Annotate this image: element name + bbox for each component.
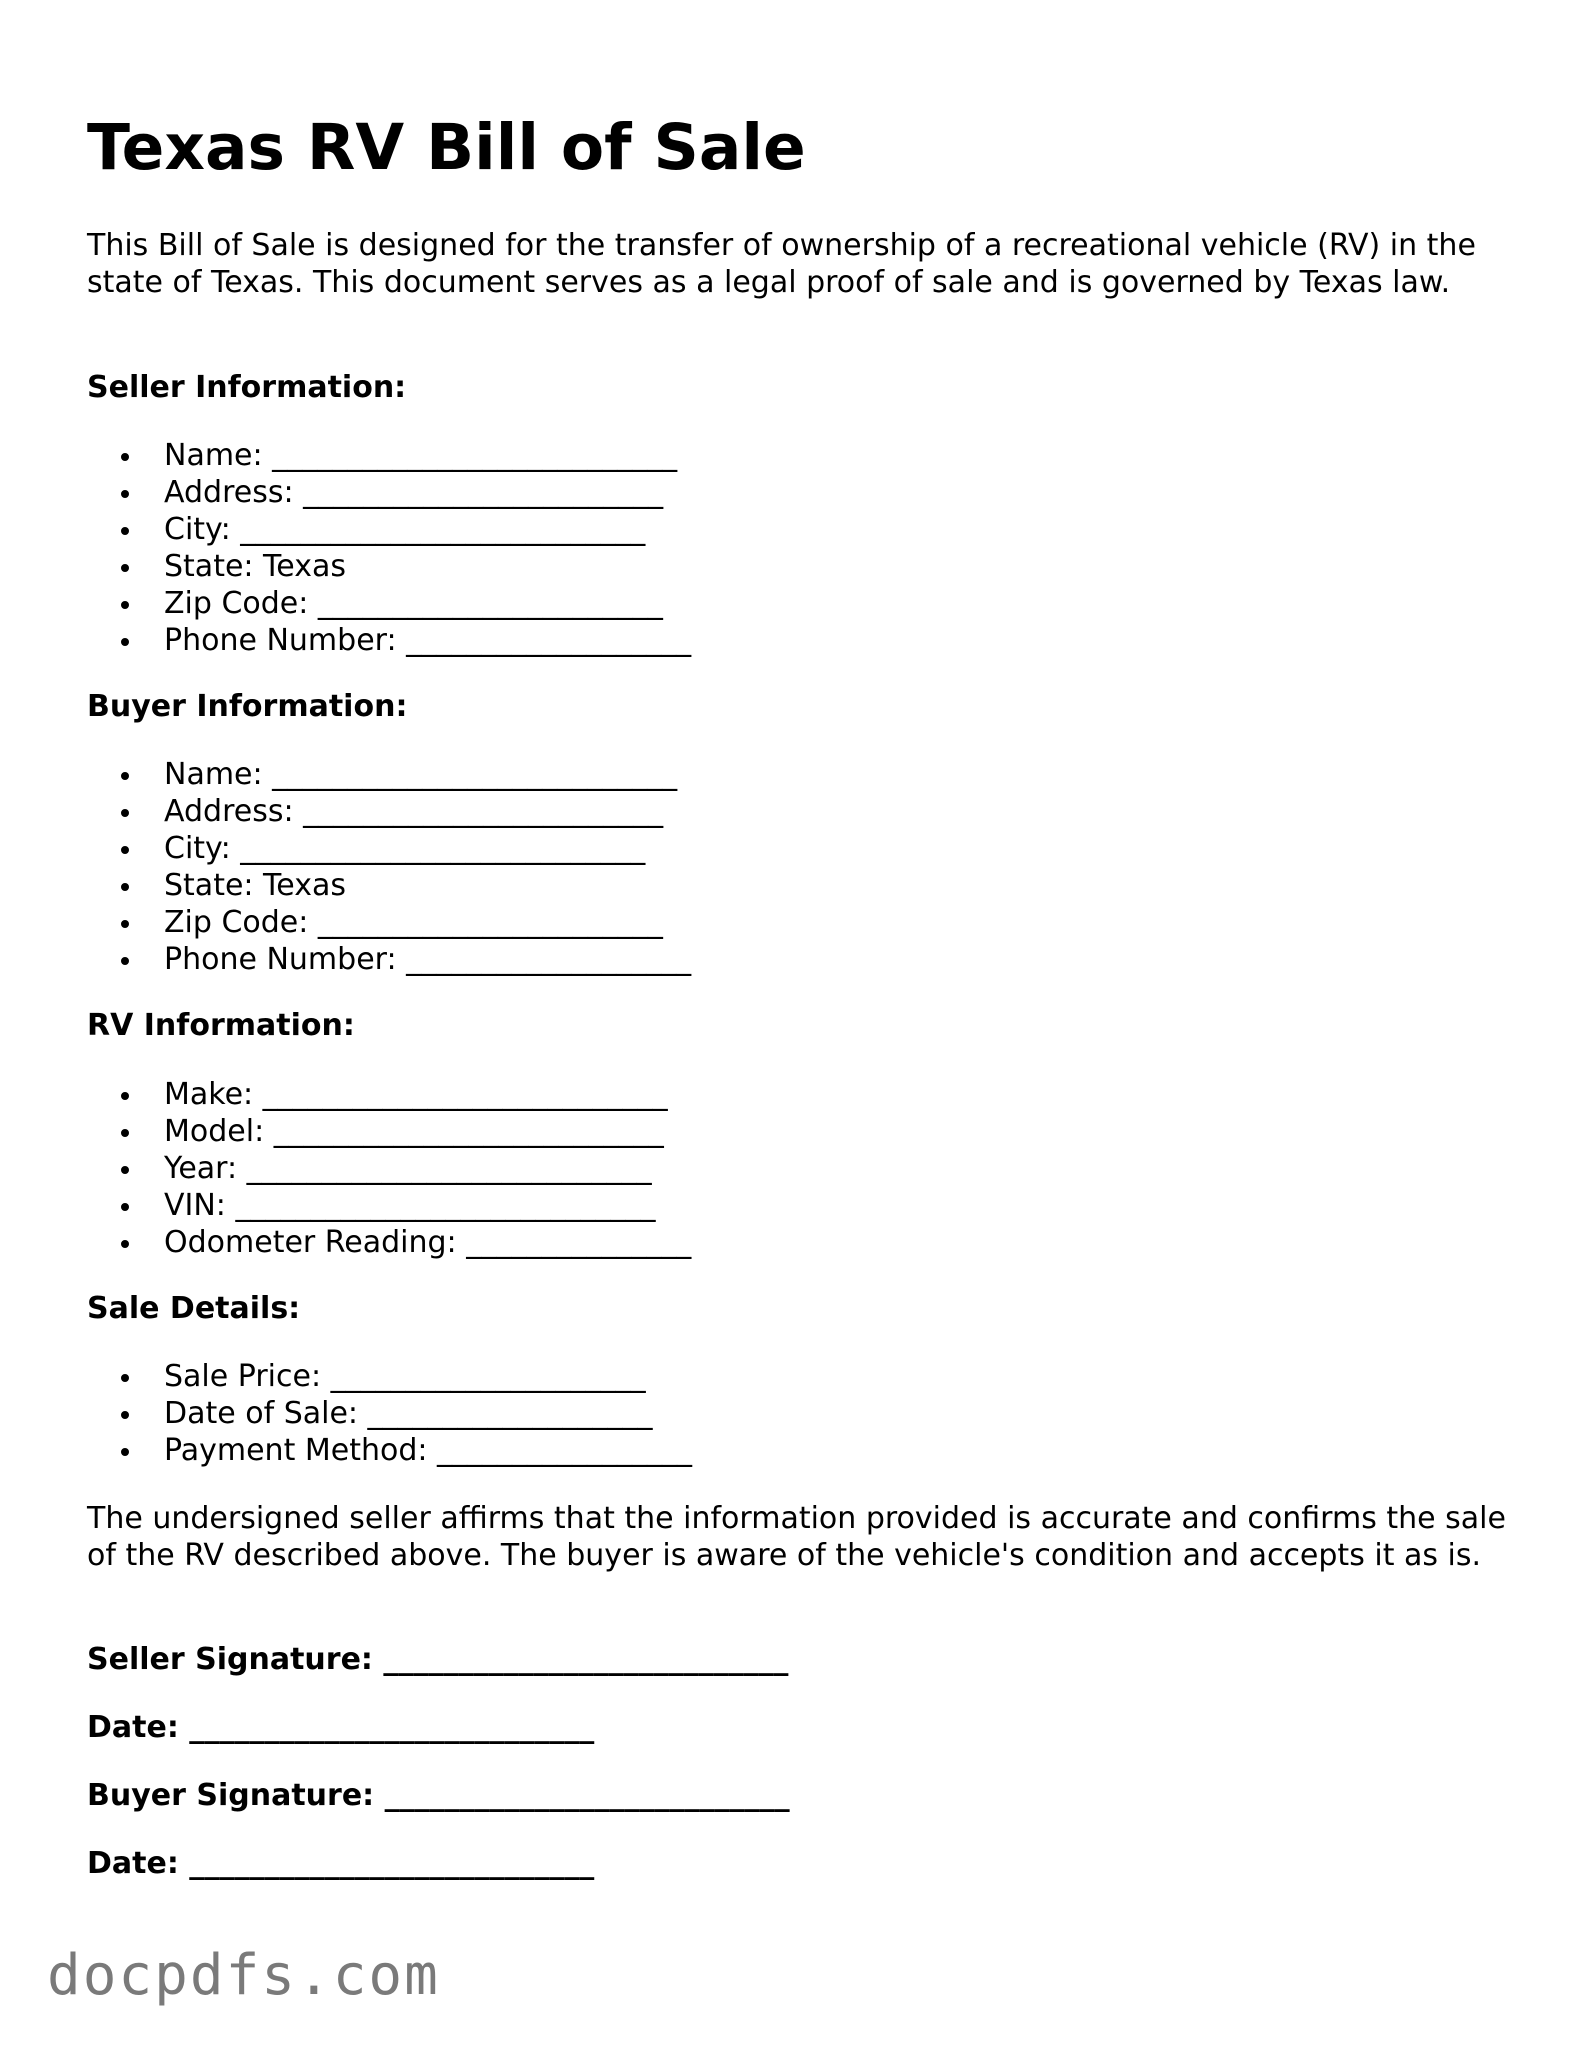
buyer-city-field: City: ___________________________: [164, 830, 691, 867]
seller-date-line: Date: ___________________________: [87, 1710, 595, 1745]
rv-heading: RV Information:: [87, 1008, 355, 1043]
buyer-list: [87, 756, 691, 978]
sale-date-field: Date of Sale: ___________________: [164, 1395, 692, 1432]
rv-odometer-field: Odometer Reading: _______________: [164, 1225, 692, 1260]
buyer-signature-line: Buyer Signature: ___________________________: [87, 1778, 790, 1813]
seller-signature-line: Seller Signature: ___________________________: [87, 1642, 789, 1677]
seller-zip-field: Zip Code: _______________________: [164, 585, 691, 622]
seller-name-field: Name: ___________________________: [164, 437, 691, 474]
buyer-phone-field: Phone Number: ___________________: [164, 942, 692, 977]
sale-payment-field: Payment Method: _________________: [164, 1433, 693, 1468]
seller-city-field: City: ___________________________: [164, 511, 691, 548]
seller-heading: Seller Information:: [87, 370, 407, 405]
seller-state-field: State: Texas: [164, 548, 691, 585]
sale-price-field: Sale Price: _____________________: [164, 1358, 692, 1395]
buyer-state-field: State: Texas: [164, 867, 691, 904]
watermark-logo: docpdfs.com: [47, 1943, 440, 2008]
seller-list: [87, 437, 691, 659]
seller-address-field: Address: ________________________: [164, 474, 691, 511]
rv-vin-field: VIN: ____________________________: [164, 1187, 691, 1224]
intro-paragraph: This Bill of Sale is designed for the transfer of ownership of a recreational vehicle (RV) in the state of Texas. This document serves as a legal proof of sale and is governed by Texas law.: [87, 228, 1476, 300]
rv-list: [87, 1076, 691, 1261]
sale-heading: Sale Details:: [87, 1291, 301, 1326]
sale-list: [87, 1358, 692, 1469]
rv-make-field: Make: ___________________________: [164, 1076, 691, 1113]
buyer-zip-field: Zip Code: _______________________: [164, 904, 691, 941]
rv-model-field: Model: __________________________: [164, 1113, 691, 1150]
affirmation-paragraph: The undersigned seller affirms that the information provided is accurate and confirms the sale of the RV described above. The buyer is aware of the vehicle's condition and accepts it as is.: [87, 1501, 1506, 1573]
page-title: Texas RV Bill of Sale: [87, 111, 806, 184]
seller-phone-field: Phone Number: ___________________: [164, 623, 692, 658]
buyer-date-line: Date: ___________________________: [87, 1846, 595, 1881]
buyer-address-field: Address: ________________________: [164, 793, 691, 830]
buyer-heading: Buyer Information:: [87, 689, 408, 724]
rv-year-field: Year: ___________________________: [164, 1150, 691, 1187]
buyer-name-field: Name: ___________________________: [164, 756, 691, 793]
